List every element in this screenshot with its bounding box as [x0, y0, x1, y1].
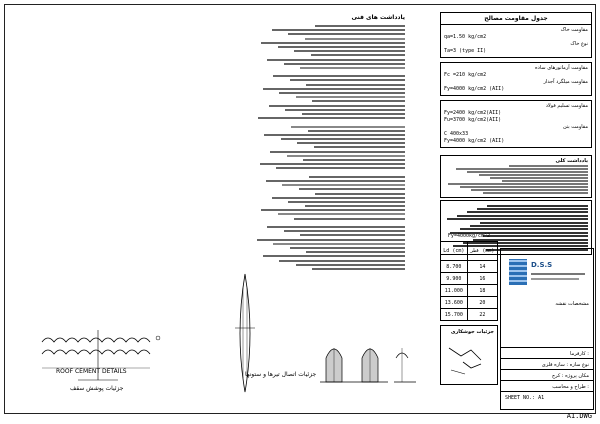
text-line [467, 171, 588, 173]
text-line [460, 228, 588, 230]
rebar-header: قطر (mm) [467, 242, 497, 261]
rebar-cell: 20 [467, 297, 497, 309]
text-line [471, 189, 588, 191]
note-line [296, 96, 406, 98]
text-line [460, 186, 588, 188]
note-line [306, 251, 405, 253]
note-line [315, 193, 405, 195]
note-line [284, 63, 406, 65]
note-line [288, 201, 405, 203]
roof-caption-fa: جزئیات پوشش سقف [70, 385, 124, 392]
material-value: qa=1.50 kg/cm2 [444, 34, 487, 40]
rebar-header: Ld (cm) [441, 242, 468, 261]
note-line [296, 264, 406, 266]
note-line [309, 176, 405, 178]
note-line [314, 146, 406, 148]
note-line [303, 159, 405, 161]
materials-steel [440, 62, 592, 96]
text-line [457, 215, 588, 217]
beam-caption-fa: جزئیات اتصال تیرها و ستونها [245, 371, 317, 378]
text-line [479, 174, 588, 176]
material-label: مقاومت خاک [560, 27, 588, 33]
title-row-label: نوع سازه : سازه فلزی [541, 362, 589, 368]
text-line [456, 168, 588, 170]
materials-table [440, 12, 592, 148]
material-label: مقاومت آرماتورهای ساده [535, 65, 588, 71]
rebar-cell: 11.000 [441, 285, 468, 297]
company-name: D.S.S [531, 261, 553, 269]
note-line [302, 113, 406, 115]
notes-title: یادداشت های فنی [351, 14, 405, 21]
rebar-cell: 16 [467, 273, 497, 285]
rebar-row [441, 261, 498, 273]
note-line [263, 255, 406, 257]
note-line [273, 75, 405, 77]
general-notes-title: یادداشت کلی [555, 158, 588, 164]
note-line [261, 42, 405, 44]
note-line [261, 209, 405, 211]
rebar-cell: 8.700 [441, 261, 468, 273]
text-line [483, 192, 588, 194]
note-line [297, 142, 405, 144]
note-line [276, 167, 405, 169]
beam-column-drawing [225, 268, 265, 398]
note-line [291, 126, 405, 128]
note-line [278, 213, 406, 215]
note-line [273, 243, 405, 245]
rebar-row [441, 285, 498, 297]
material-value: Fu=3700 kg/cm2(AII) [444, 117, 502, 123]
note-line [300, 67, 405, 69]
rebar-row [441, 297, 498, 309]
rebar-cell: 13.600 [441, 297, 468, 309]
materials-structural [440, 100, 592, 148]
material-label: نوع خاک [570, 41, 588, 47]
note-line [285, 109, 405, 111]
title-block [500, 248, 594, 410]
note-line [288, 33, 405, 35]
rebar-cell: 14 [467, 261, 497, 273]
note-line [300, 234, 405, 236]
rebar-cell: 22 [467, 309, 497, 321]
company-logo [507, 255, 587, 291]
note-line [287, 155, 406, 157]
note-line [264, 134, 405, 136]
note-line [290, 79, 406, 81]
note-line [279, 260, 405, 262]
material-value: Fy=4000 kg/cm2 (AII) [444, 86, 505, 92]
material-value: C 400x33 [444, 131, 469, 137]
note-line [311, 54, 406, 56]
weld-title: جزئیات جوشکاری [450, 329, 494, 335]
note-line [293, 172, 406, 174]
note-line [308, 130, 406, 132]
rebar-row [441, 309, 498, 321]
text-line [502, 180, 588, 182]
title-row-label: مکان پروژه : کرج [551, 373, 589, 379]
note-line [263, 88, 406, 90]
title-row-label: طراح و محاسب : [552, 384, 589, 390]
note-line [257, 71, 406, 73]
text-line [480, 222, 588, 224]
text-line [447, 218, 588, 220]
note-line [269, 105, 406, 107]
material-value: Fc =210 kg/cm2 [444, 72, 487, 78]
rebar-cell: 15.700 [441, 309, 468, 321]
text-line [487, 205, 588, 207]
note-line [258, 117, 405, 119]
note-line [267, 59, 405, 61]
note-line [290, 247, 406, 249]
materials-soil [440, 25, 592, 58]
rebar-row [441, 273, 498, 285]
text-line [509, 165, 588, 167]
note-line [311, 222, 406, 224]
material-label: مقاومت میلگرد آجدار [543, 79, 588, 85]
text-line [470, 225, 588, 227]
weld-detail [440, 325, 498, 385]
rebar-cell: 9.900 [441, 273, 468, 285]
text-line [467, 211, 588, 213]
sheet-no-label: SHEET NO.: A1 [505, 395, 545, 401]
note-line [294, 218, 405, 220]
note-line [312, 100, 405, 102]
material-label: مقاومت تسلیم فولاد [545, 103, 588, 109]
drawing-field-label: مشخصات نقشه [555, 301, 589, 307]
material-label: مقاومت بتن [562, 124, 588, 130]
note-line [257, 239, 406, 241]
roof-caption: ROOF CEMENT DETAILS [56, 368, 127, 375]
title-row [501, 391, 593, 403]
note-line [299, 188, 406, 190]
note-line [305, 38, 406, 40]
general-notes-box [440, 155, 592, 198]
connection-details-drawing [318, 318, 428, 398]
note-line [315, 25, 405, 27]
note-line [266, 180, 406, 182]
text-line [448, 183, 588, 185]
note-line [284, 230, 406, 232]
note-line [267, 226, 405, 228]
note-line [272, 197, 406, 199]
materials-title: جدول مقاومت مصالح [440, 12, 592, 25]
rebar-caption: Fy=4000kg/cm^2 [447, 233, 491, 239]
note-line [269, 272, 406, 274]
text-line [483, 235, 588, 237]
note-line [272, 29, 406, 31]
note-line [275, 121, 406, 123]
text-line [490, 177, 588, 179]
material-value: Fy=2400 kg/cm2(AII) [444, 110, 502, 116]
text-line [477, 208, 588, 210]
note-line [260, 163, 406, 165]
note-line [278, 46, 406, 48]
note-line [279, 92, 405, 94]
building-icon [509, 259, 527, 285]
note-line [305, 205, 406, 207]
material-value: Ta=3 (type II) [444, 48, 487, 54]
note-line [270, 151, 405, 153]
material-value: Fy=4000 kg/cm2 (AII) [444, 138, 505, 144]
weld-sketch [441, 326, 497, 384]
note-line [282, 184, 405, 186]
rebar-table [440, 233, 498, 321]
note-line [312, 268, 405, 270]
sheet-number: A1.DWG [566, 412, 592, 420]
note-line [281, 138, 406, 140]
note-line [306, 84, 405, 86]
note-line [294, 50, 405, 52]
rebar-cell: 18 [467, 285, 497, 297]
title-row-label: کارفرما : [570, 351, 589, 357]
technical-notes [255, 14, 405, 284]
